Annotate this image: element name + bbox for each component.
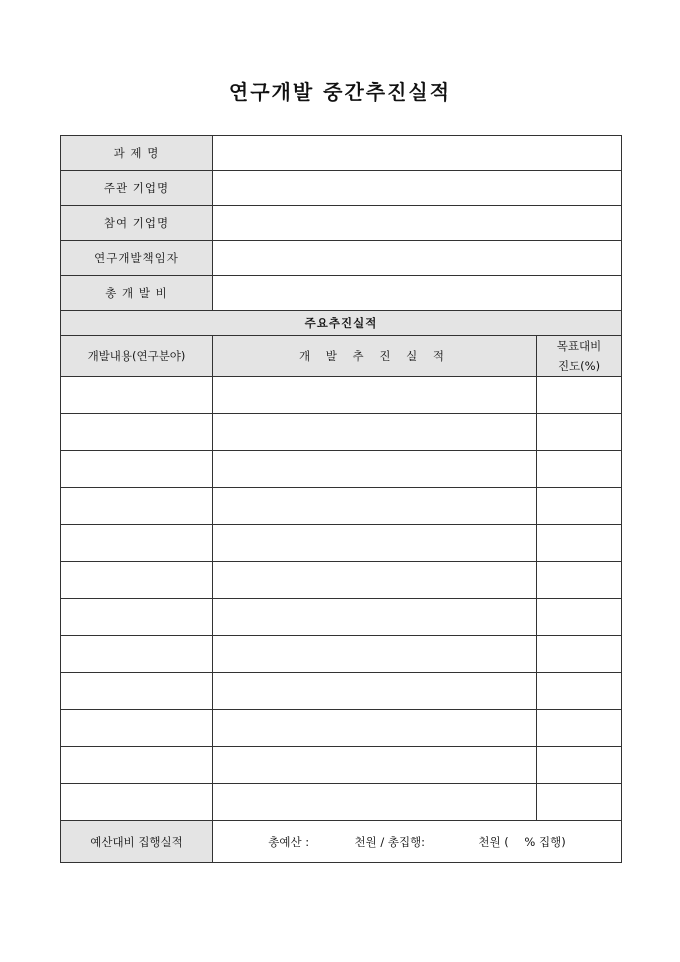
table-row	[61, 488, 622, 525]
info-row	[61, 241, 622, 276]
performance-cell[interactable]	[213, 636, 537, 673]
table-row	[61, 710, 622, 747]
progress-cell[interactable]	[537, 636, 622, 673]
performance-cell[interactable]	[213, 377, 537, 414]
performance-cell[interactable]	[213, 710, 537, 747]
budget-execution	[213, 821, 622, 863]
content-cell[interactable]	[61, 414, 213, 451]
info-value-field[interactable]	[213, 276, 622, 311]
progress-rows	[61, 377, 622, 821]
table-row	[61, 747, 622, 784]
table-row	[61, 451, 622, 488]
info-value-field[interactable]	[213, 241, 622, 276]
performance-cell[interactable]	[213, 525, 537, 562]
info-label: 총 개 발 비	[61, 276, 213, 311]
budget-label: 예산대비 집행실적	[61, 821, 213, 863]
content-cell[interactable]	[61, 636, 213, 673]
info-value-field[interactable]	[213, 206, 622, 241]
progress-cell[interactable]	[537, 710, 622, 747]
info-row	[61, 171, 622, 206]
performance-cell[interactable]	[213, 562, 537, 599]
content-cell[interactable]	[61, 784, 213, 821]
progress-cell[interactable]	[537, 562, 622, 599]
performance-cell[interactable]	[213, 784, 537, 821]
content-cell[interactable]	[61, 599, 213, 636]
column-header-performance: 개 발 추 진 실 적	[213, 336, 537, 377]
progress-cell[interactable]	[537, 599, 622, 636]
info-row	[61, 136, 622, 171]
info-label: 과 제 명	[61, 136, 213, 171]
table-row	[61, 377, 622, 414]
performance-cell[interactable]	[213, 599, 537, 636]
performance-cell[interactable]	[213, 747, 537, 784]
table-row	[61, 784, 622, 821]
project-info-section	[61, 136, 622, 311]
info-row	[61, 276, 622, 311]
progress-cell[interactable]	[537, 488, 622, 525]
progress-report-form	[60, 135, 622, 863]
column-header-content: 개발내용(연구분야)	[61, 336, 213, 377]
table-row	[61, 636, 622, 673]
performance-cell[interactable]	[213, 414, 537, 451]
progress-section	[61, 311, 622, 377]
table-row	[61, 673, 622, 710]
performance-cell[interactable]	[213, 488, 537, 525]
content-cell[interactable]	[61, 673, 213, 710]
progress-cell[interactable]	[537, 784, 622, 821]
info-value-field[interactable]	[213, 171, 622, 206]
performance-cell[interactable]	[213, 673, 537, 710]
content-cell[interactable]	[61, 451, 213, 488]
document-title: 연구개발 중간추진실적	[228, 80, 452, 104]
content-cell[interactable]	[61, 562, 213, 599]
column-header-progress	[537, 336, 622, 377]
column-header-progress-line1: 목표대비	[556, 339, 602, 353]
info-label: 참여 기업명	[61, 206, 213, 241]
budget-section	[61, 821, 622, 863]
table-row	[61, 599, 622, 636]
table-row	[61, 525, 622, 562]
info-value-field[interactable]	[213, 136, 622, 171]
budget-unit-end: 천원 (	[478, 834, 509, 849]
content-cell[interactable]	[61, 710, 213, 747]
progress-cell[interactable]	[537, 377, 622, 414]
section-title: 주요추진실적	[61, 311, 622, 336]
performance-cell[interactable]	[213, 451, 537, 488]
info-label: 연구개발책임자	[61, 241, 213, 276]
budget-total-label: 총예산 :	[268, 834, 310, 849]
progress-cell[interactable]	[537, 525, 622, 562]
content-cell[interactable]	[61, 377, 213, 414]
content-cell[interactable]	[61, 488, 213, 525]
content-cell[interactable]	[61, 747, 213, 784]
table-row	[61, 414, 622, 451]
content-cell[interactable]	[61, 525, 213, 562]
progress-cell[interactable]	[537, 747, 622, 784]
info-row	[61, 206, 622, 241]
column-header-progress-line2: 진도(%)	[557, 359, 601, 373]
budget-percent-end: % 집행)	[524, 834, 566, 849]
table-row	[61, 562, 622, 599]
progress-cell[interactable]	[537, 451, 622, 488]
progress-cell[interactable]	[537, 673, 622, 710]
progress-cell[interactable]	[537, 414, 622, 451]
budget-unit-separator: 천원 / 총집행:	[354, 834, 426, 849]
info-label: 주관 기업명	[61, 171, 213, 206]
